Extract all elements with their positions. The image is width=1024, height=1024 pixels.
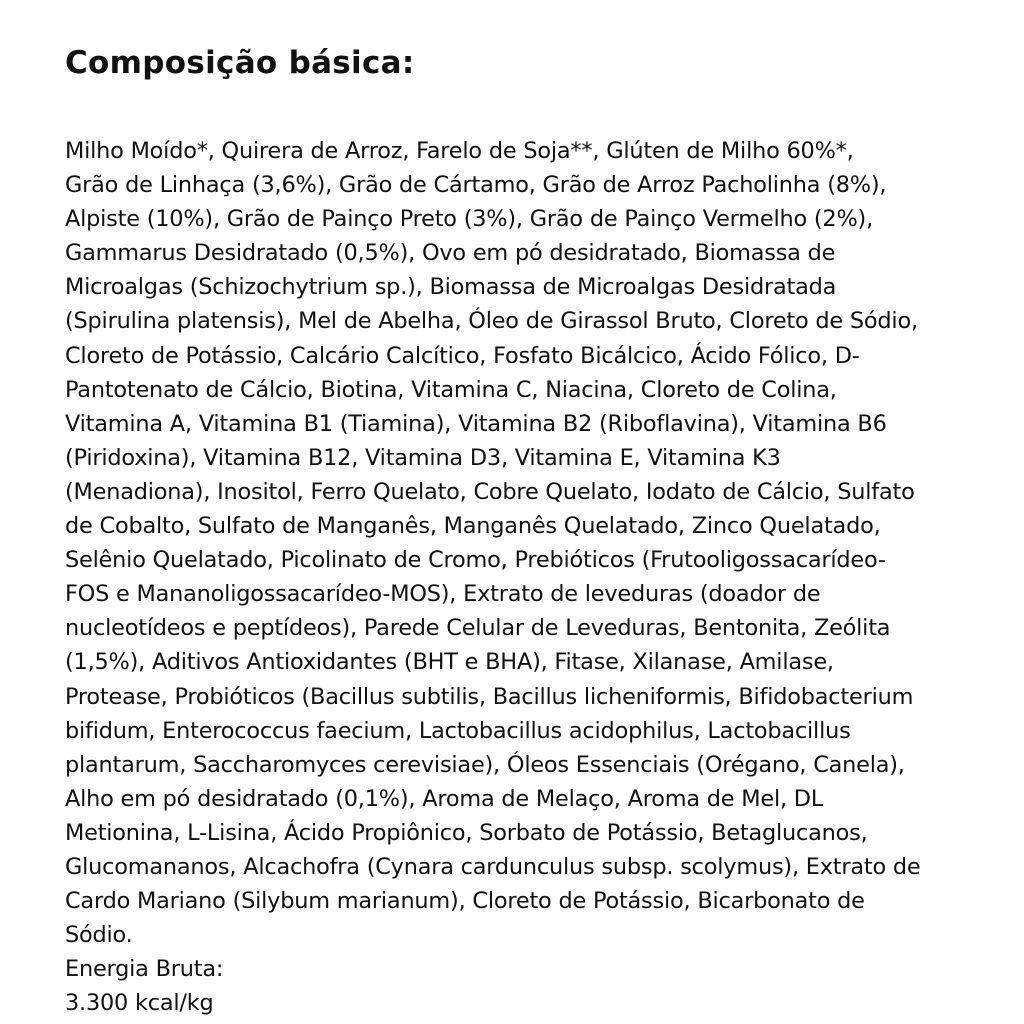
text-line: Protease, Probióticos (Bacillus subtilis, Bacillus licheniformis, Bifidobacterium (65, 683, 914, 710)
text-line: Alpiste (10%), Grão de Painço Preto (3%), Grão de Painço Vermelho (2%), (65, 206, 873, 233)
text-line: (Menadiona), Inositol, Ferro Quelato, Cobre Quelato, Iodato de Cálcio, Sulfato (65, 478, 915, 505)
text-line: Metionina, L-Lisina, Ácido Propiônico, Sorbato de Potássio, Betaglucanos, (65, 819, 868, 846)
text-line: Alho em pó desidratado (0,1%), Aroma de Melaço, Aroma de Mel, DL (65, 785, 824, 812)
text-line: (1,5%), Aditivos Antioxidantes (BHT e BHA), Fitase, Xilanase, Amilase, (65, 649, 834, 676)
text-line: Cloreto de Potássio, Calcário Calcítico, Fosfato Bicálcico, Ácido Fólico, D- (65, 342, 860, 369)
energy-value: 3.300 kcal/kg (65, 990, 214, 1017)
text-line: Gammarus Desidratado (0,5%), Ovo em pó desidratado, Biomassa de (65, 240, 836, 267)
text-line: Vitamina A, Vitamina B1 (Tiamina), Vitamina B2 (Riboflavina), Vitamina B6 (65, 410, 887, 437)
composition-text (65, 134, 965, 1020)
text-line: (Piridoxina), Vitamina B12, Vitamina D3, Vitamina E, Vitamina K3 (65, 444, 781, 471)
text-line: Selênio Quelatado, Picolinato de Cromo, Prebióticos (Frutooligossacarídeo- (65, 547, 886, 574)
text-line: Glucomananos, Alcachofra (Cynara cardunculus subsp. scolymus), Extrato de (65, 853, 921, 880)
text-line: Sódio. (65, 922, 133, 949)
energy-label: Energia Bruta: (65, 956, 224, 983)
text-line: Cardo Mariano (Silybum marianum), Cloreto de Potássio, Bicarbonato de (65, 888, 865, 915)
page-title: Composição básica: (65, 45, 415, 81)
text-line: plantarum, Saccharomyces cerevisiae), Óleos Essenciais (Orégano, Canela), (65, 751, 905, 778)
text-line: bifidum, Enterococcus faecium, Lactobacillus acidophilus, Lactobacillus (65, 717, 851, 744)
text-line: Pantotenato de Cálcio, Biotina, Vitamina C, Niacina, Cloreto de Colina, (65, 376, 837, 403)
text-line: FOS e Mananoligossacarídeo-MOS), Extrato de leveduras (doador de (65, 581, 821, 608)
text-line: (Spirulina platensis), Mel de Abelha, Óleo de Girassol Bruto, Cloreto de Sódio, (65, 308, 918, 335)
text-line: Microalgas (Schizochytrium sp.), Biomassa de Microalgas Desidratada (65, 274, 837, 301)
text-line: Milho Moído*, Quirera de Arroz, Farelo de Soja**, Glúten de Milho 60%*, (65, 138, 854, 164)
text-line: Grão de Linhaça (3,6%), Grão de Cártamo, Grão de Arroz Pacholinha (8%), (65, 172, 887, 199)
text-line: nucleotídeos e peptídeos), Parede Celular de Leveduras, Bentonita, Zeólita (65, 615, 891, 642)
text-line: de Cobalto, Sulfato de Manganês, Manganês Quelatado, Zinco Quelatado, (65, 513, 881, 540)
